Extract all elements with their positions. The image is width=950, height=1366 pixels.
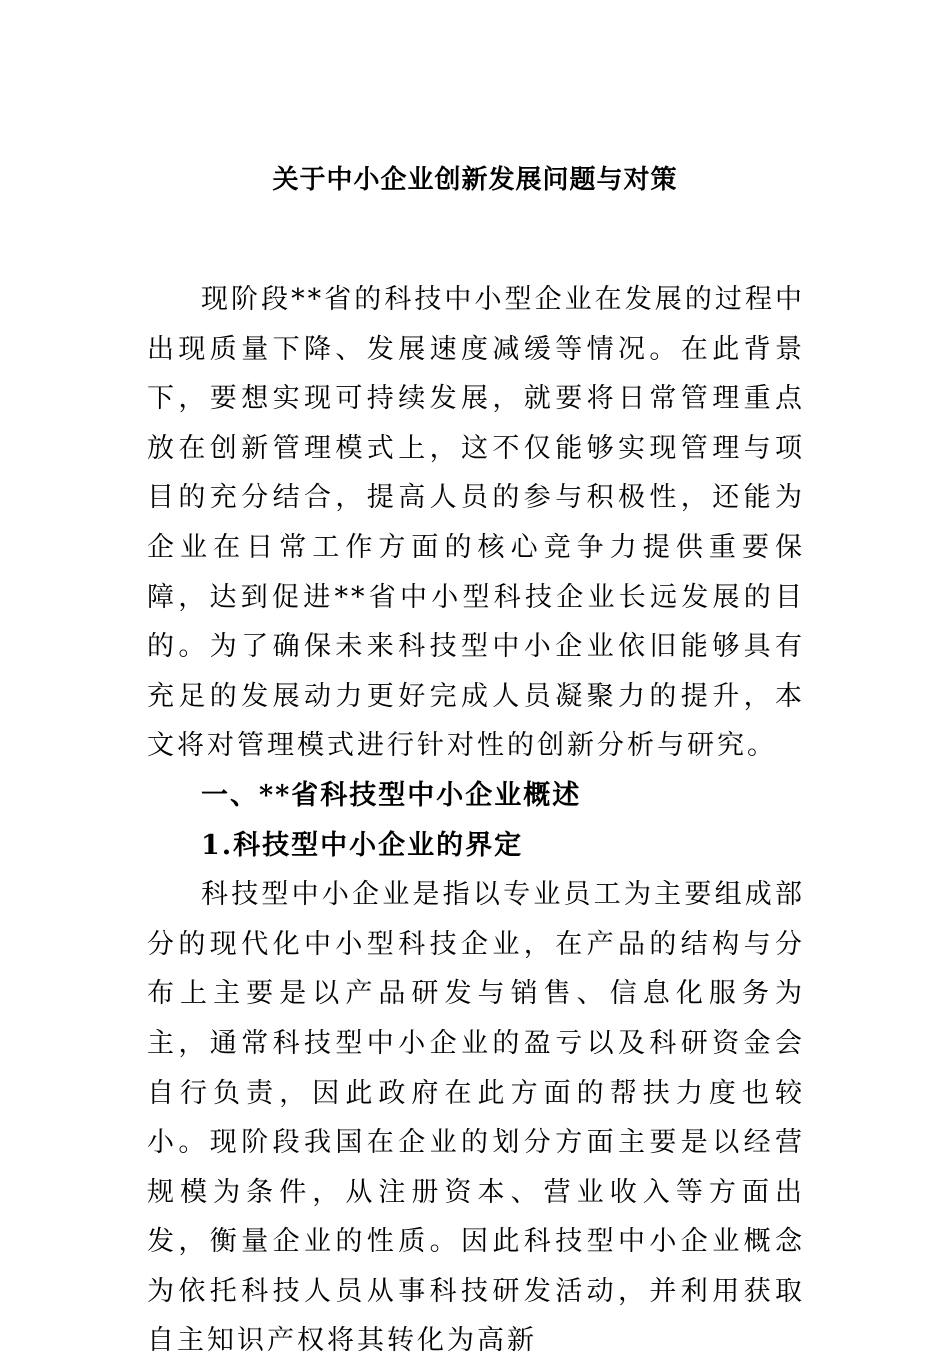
document-title: 关于中小企业创新发展问题与对策: [272, 165, 678, 195]
section-heading: 一、**省科技型中小企业概述: [201, 779, 582, 811]
intro-paragraph: 现阶段**省的科技中小型企业在发展的过程中出现质量下降、发展速度减缓等情况。在此背景下，要想实现可持续发展，就要将日常管理重点放在创新管理模式上，这不仅能够实现管理与项目的充分结合，提高人员的参与积极性，还能为企业在日常工作方面的核心竞争力提供重要保障，达到促进**省中小型科技企业长远发展的目的。为了确保未来科技型中小企业依旧能够具有充足的发展动力更好完成人员凝聚力的提升，本文将对管理模式进行针对性的创新分析与研究。: [147, 284, 805, 762]
subsection-heading: 1.科技型中小企业的界定: [201, 829, 524, 861]
document-body: [147, 275, 805, 1366]
subsection-paragraph: 科技型中小企业是指以专业员工为主要组成部分的现代化中小型科技企业，在产品的结构与分布上主要是以产品研发与销售、信息化服务为主，通常科技型中小企业的盈亏以及科研资金会自行负责，因此政府在此方面的帮扶力度也较小。现阶段我国在企业的划分方面主要是以经营规模为条件，从注册资本、营业收入等方面出发，衡量企业的性质。因此科技型中小企业概念为依托科技人员从事科技研发活动，并利用获取自主知识产权将其转化为高新: [147, 879, 805, 1357]
